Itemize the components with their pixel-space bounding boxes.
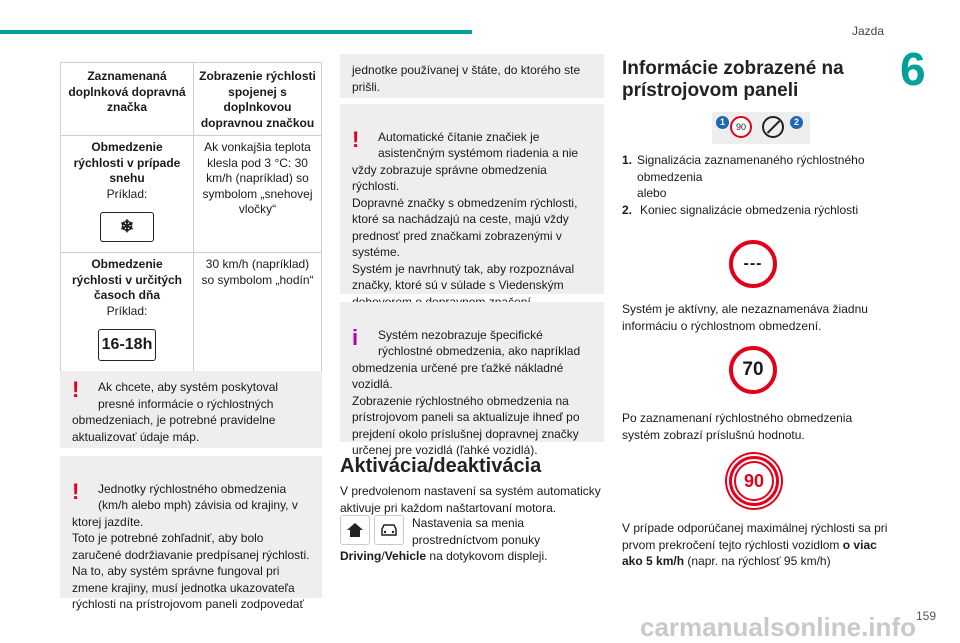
warning-icon: ! (72, 377, 80, 402)
warning-note-reading: ! Automatické čítanie značiek je asistenčným systémom riadenia a nie vždy zobrazuje správne obmedzenia rýchlosti. Dopravné značky s obmedzením rýchlosti, ktoré sa nachádzajú na ceste, majú vždy prednosť pred značkami zobrazenými v systéme. Systém je navrhnutý tak, aby rozpoznával značky, ktoré sú v súlade s Viedenským (340, 104, 604, 294)
info-list (622, 152, 884, 218)
sign-90-text: V prípade odporúčanej maximálnej rýchlosti sa pri prvom prekročení tejto rýchlosti vozidlom o viac ako 5 km/h (napr. na rýchlosť 95 km/h) (622, 521, 888, 568)
activation-heading: Aktivácia/deaktivácia (340, 455, 542, 477)
top-accent-bar (0, 30, 472, 34)
supplementary-sign-table (60, 62, 322, 372)
section-title: Jazda (851, 24, 884, 38)
table-header-col2: Zobrazenie rýchlosti spojenej s doplnkovou dopravnou značkou (194, 63, 322, 136)
row-title: Obmedzenie rýchlosti v prípade snehu (73, 140, 181, 185)
info-note-specific-limits: i Systém nezobrazuje špecifické rýchlostné obmedzenia, ako napríklad obmedzenia určené pre ťažké nákladné vozidlá. Zobrazenie rýchlostného obmedzenia na prístrojovom paneli sa aktualizuje ihneď po prejdení okolo príslušnej dopravnej značky určenej pre vozidlá (ľahké vozidlá). (340, 302, 604, 442)
time-sign-icon: 16-18h (98, 329, 156, 361)
speed-limit-70-icon: 70 (729, 346, 777, 394)
cluster-icons-panel (712, 112, 810, 144)
chapter-number: 6 (900, 43, 926, 95)
warning-icon: ! (352, 126, 360, 152)
activation-text: V predvolenom nastavení sa systém automaticky aktivuje pri každom naštartovaní motora. (340, 484, 601, 515)
badge-2: 2 (790, 116, 803, 129)
row-example-label: Príklad: (106, 303, 148, 318)
warning-note-units: ! Jednotky rýchlostného obmedzenia (km/h alebo mph) závisia od krajiny, v ktorej jazdíte. Toto je potrebné zohľadniť, aby bolo zaručené dodržiavanie predpísanej rýchlosti. Na to, aby systém správne fungoval pri zmene krajiny, musí jednotka ukazovateľa rýchlosti na prístrojovom paneli zodpovedať (60, 456, 322, 598)
list-item: 2. Koniec signalizácie obmedzenia rýchlosti (622, 202, 859, 217)
home-icon (340, 515, 370, 545)
row-description: Ak vonkajšia teplota klesla pod 3 °C: 30 km/h (napríklad) so symbolom „snehovej vločky“ (194, 136, 322, 253)
table-row (61, 253, 322, 372)
no-limit-sign-icon: --- (729, 240, 777, 288)
badge-1: 1 (716, 116, 729, 129)
watermark: carmanualsonline.info (640, 612, 916, 642)
dash-sign-text: Systém je aktívny, ale nezaznamenáva žiadnu informáciu o rýchlostnom obmedzení. (622, 302, 868, 333)
warning-icon: ! (72, 478, 80, 504)
end-of-limit-icon (762, 116, 784, 138)
row-description: 30 km/h (napríklad) so symbolom „hodín“ (194, 253, 322, 372)
page-number: 159 (915, 609, 936, 623)
row-title: Obmedzenie rýchlosti v určitých časoch dňa (71, 257, 183, 302)
info-heading: Informácie zobrazené na prístrojovom paneli (622, 58, 844, 101)
speed-limit-90-small-icon: 90 (730, 116, 752, 138)
list-item: 1. Signalizácia zaznamenaného rýchlostného obmedzenia alebo (622, 153, 865, 200)
snowflake-sign-icon: ❄ (100, 212, 154, 242)
row-example-label: Príklad: (106, 186, 148, 201)
activation-settings: Nastavenia sa menia prostredníctvom ponuky Driving/Vehicle na dotykovom displeji. (340, 516, 548, 563)
sign-70-text: Po zaznamenaní rýchlostného obmedzenia systém zobrazí príslušnú hodnotu. (622, 411, 853, 442)
table-row (61, 136, 322, 253)
table-header-col1: Zaznamenaná doplnková dopravná značka (61, 63, 194, 136)
car-settings-icon (374, 515, 404, 545)
info-icon: i (352, 324, 359, 350)
warning-note-maps: ! Ak chcete, aby systém poskytoval presné informácie o rýchlostných obmedzeniach, je potrebné pravidelne aktualizovať údaje máp. (60, 371, 322, 448)
warning-note-units-continued: jednotke používanej v štáte, do ktorého ste prišli. (340, 54, 604, 98)
speed-limit-90-icon: 90 (729, 456, 779, 506)
